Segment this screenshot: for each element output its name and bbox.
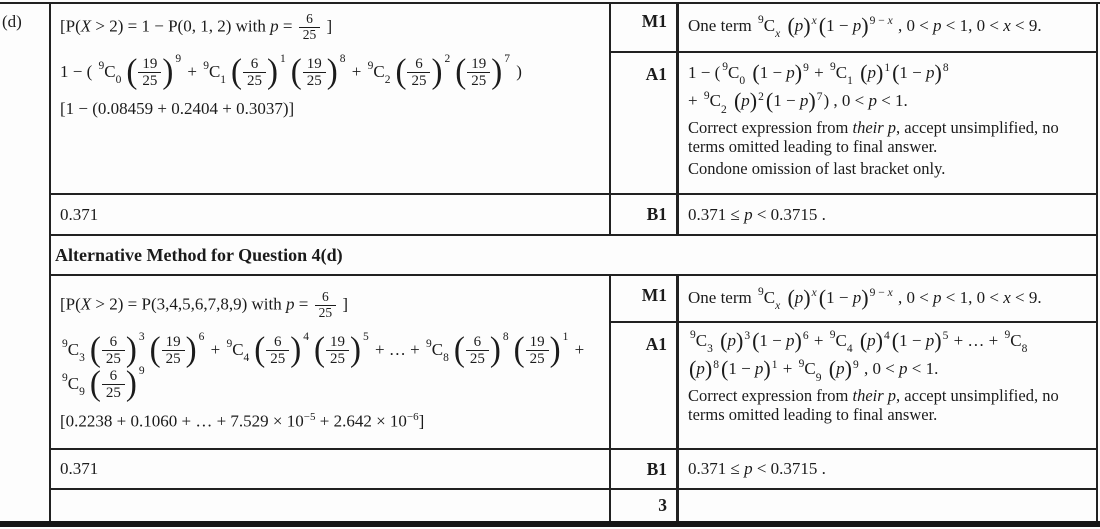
- comment-cell-b1-alt: [679, 450, 1096, 488]
- working-line: [0.2238 + 0.1060 + … + $7.529 \times 10^{-5} + 2.642 \times 10^{-6}$]: [60, 410, 425, 431]
- working-cell-alt: [51, 276, 607, 448]
- table-right-border: [1096, 2, 1098, 521]
- comment-cell-b1-main: [679, 195, 1096, 234]
- working-line: 1 − ( $^9C_0$ ( $\frac{19}{25}$ ) 9 + $^9C_1$ ( $\frac{6}{25}$ ) 1 ( $\frac{19}{25}$ ) 8 + $^9C_2$ ( $\frac{6}{25}$ ) 2 ( $\frac{19}{25}$ ) 7 ): [60, 52, 522, 91]
- comment-text: Condone omission of last bracket only.: [688, 159, 946, 179]
- total-marks: 3: [658, 495, 667, 515]
- comment-line: 0.371 ≤ p < 0.3715 .: [688, 459, 826, 478]
- answer-cell-main: 0.371: [60, 204, 99, 224]
- comment-cell-m1-main: [679, 2, 1096, 51]
- table-bottom-border: [0, 521, 1100, 527]
- working-cell-main: [51, 2, 607, 193]
- working-line: $^9C_3$ ( $\frac{6}{25}$ ) 3 ( $\frac{19}{25}$ ) 6 + $^9C_4$ ( $\frac{6}{25}$ ) 4 ( $\frac{19}{25}$ ) 5 + … + $^9C_8$ ( $\frac{6}{25}$ ) 8 ( $\frac{19}{25}$ ) 1 + $^9C_9$ ( $\frac{6}{25}$ ) 9: [62, 330, 585, 403]
- comment-line: 0.371 ≤ p < 0.3715 .: [688, 204, 826, 224]
- question-part-label: (d): [2, 12, 22, 31]
- comment-cell-a1-main: [679, 51, 1096, 193]
- mark-code-b1-alt: B1: [646, 458, 667, 479]
- answer-cell-alt: 0.371: [60, 459, 99, 478]
- comment-line: One term $^9C_x$ $(p)^x(1 - p)^{9 - x}$ , 0 < p < 1, 0 < x < 9.: [688, 284, 1042, 313]
- divider-total-row: [49, 488, 1098, 490]
- alt-method-header: Alternative Method for Question 4(d): [55, 244, 343, 265]
- mark-code-m1-main: M1: [641, 11, 667, 31]
- working-line: [P(X > 2) = P(3,4,5,6,7,8,9) with p = $\frac{6}{25}$ ]: [60, 289, 349, 320]
- comment-text: Correct expression from their p, accept unsimplified, no terms omitted leading to final answer.: [688, 117, 1059, 156]
- comment-formula-line: $(p)^8(1 - p)^1 + ^9C_9$ $(p)^9$ , 0 < p < 1.: [689, 356, 939, 384]
- comment-formula-line: + $^9C_2$ $(p)^2(1 - p)^7$) , 0 < p < 1.: [688, 88, 908, 116]
- comment-text: Correct expression from their p, accept unsimplified, no terms omitted leading to final answer.: [688, 385, 1059, 424]
- working-line: [1 − (0.08459 + 0.2404 + 0.3037)]: [60, 98, 295, 118]
- mark-code-b1-main: B1: [646, 204, 667, 224]
- comment-cell-m1-alt: [679, 276, 1096, 321]
- comment-cell-a1-alt: [679, 321, 1096, 448]
- working-line: [P(X > 2) = 1 − P(0, 1, 2) with p = $\frac{6}{25}$ ]: [60, 11, 333, 42]
- comment-formula-line: $^9C_3$ $(p)^3(1 - p)^6 + ^9C_4$ $(p)^4(1 - p)^5$ + … + $^9C_8$: [690, 328, 1028, 356]
- comment-line: One term $^9C_x$ $(p)^x(1 - p)^{9 - x}$ , 0 < p < 1, 0 < x < 9.: [688, 12, 1042, 41]
- comment-formula-line: 1 − ( $^9C_0$ $(1 - p)^9 + ^9C_1$ $(p)^1(1 - p)^8$: [688, 60, 949, 88]
- mark-code-m1-alt: M1: [641, 285, 667, 305]
- mark-code-a1-alt: A1: [645, 334, 667, 354]
- mark-code-a1-main: A1: [645, 64, 667, 84]
